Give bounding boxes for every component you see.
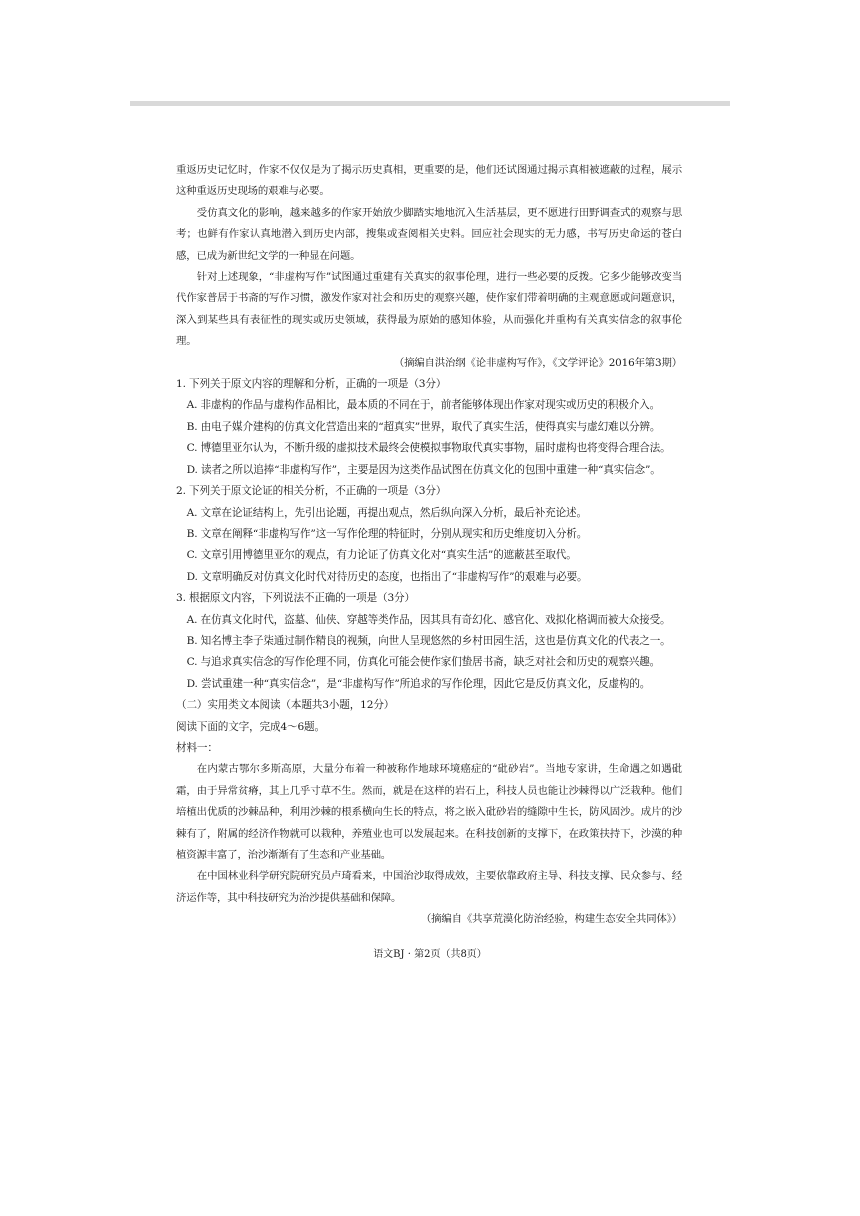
- option-a: A. 非虚构的作品与虚构作品相比，最本质的不同在于，前者能够体现出作家对现实或历史的积极介入。: [186, 399, 661, 412]
- option-a: A. 在仿真文化时代，盗墓、仙侠、穿越等类作品，因其具有奇幻化、感官化、戏拟化格调而被大众接受。: [186, 613, 671, 626]
- option-c: C. 与追求真实信念的写作伦理不同，仿真化可能会使作家们蛰居书斋，缺乏对社会和历史的观察兴趣。: [186, 656, 661, 669]
- section-heading: （二）实用类文本阅读（本题共3小题，12分）: [176, 699, 395, 712]
- option-c: C. 文章引用博德里亚尔的观点，有力论证了仿真文化对“真实生活”的遮蔽甚至取代。: [186, 549, 577, 562]
- option-c: C. 博德里亚尔认为，不断升级的虚拟技术最终会使模拟事物取代真实事物，届时虚构也将变得合理合法。: [186, 442, 671, 455]
- material1-paragraph-2: 在中国林业科学研究院研究员卢琦看来，中国治沙取得成效，主要依靠政府主导、科技支撑、民众参与、经济运作等，其中科技研究为治沙提供基础和保障。: [176, 870, 682, 904]
- material1-paragraph-1: 在内蒙古鄂尔多斯高原，大量分布着一种被称作地球环境癌症的“砒砂岩”。当地专家讲，生命遇之如遇砒霜，由于异常贫瘠，其上几乎寸草不生。然而，就是在这样的岩石上，科技人员也能让沙棘得以广泛栽种。他们培植出优质的沙棘品种，利用沙棘的根系横向生长的特点，将之嵌入砒砂岩的缝隙中生长，防风固沙。成片的沙棘有了，附属的经济作物就可以栽种，养殖业也可以发展起来。在科技创新的支撑下，在政策扶持下，沙漠的种植资源丰富了，治沙渐渐有了生态和产业基础。: [176, 763, 682, 861]
- passage1-paragraph-2: 受仿真文化的影响，越来越多的作家开始放少脚踏实地地沉入生活基层，更不愿进行田野调查式的观察与思考；也鲜有作家认真地潜入到历史内部，搜集或查阅相关史料。回应社会现实的无力感，书写历史命运的苍白感，已成为新世纪文学的一种显在问题。: [176, 206, 682, 262]
- question-stem: 3. 根据原文内容，下列说法不正确的一项是（3分）: [176, 592, 415, 605]
- passage1-paragraph-3: 针对上述现象，“非虚构写作”试图通过重建有关真实的叙事伦理，进行一些必要的反拨。它多少能够改变当代作家普居于书斋的写作习惯，激发作家对社会和历史的观察兴趣，使作家们带着明确的主观意愿或问题意识，深入到某些具有表征性的现实或历史领域，获得最为原始的感知体验，从而强化并重构有关真实信念的叙事伦理。: [176, 271, 682, 348]
- question-2: [176, 481, 682, 588]
- option-d: D. 尝试重建一种“真实信念”，是“非虚构写作”所追求的写作伦理，因此它是反仿真文化，反虚构的。: [186, 677, 651, 690]
- question-stem: 2. 下列关于原文论证的相关分析，不正确的一项是（3分）: [176, 485, 447, 498]
- question-3: [176, 588, 682, 695]
- reading-instruction: 阅读下面的文字，完成4～6题。: [176, 720, 325, 733]
- option-b: B. 文章在阐释“非虚构写作”这一写作伦理的特征时，分别从现实和历史维度切入分析。: [186, 527, 588, 540]
- top-divider: [130, 101, 730, 106]
- page-content: [176, 160, 682, 931]
- option-d: D. 文章明确反对仿真文化时代对待历史的态度，也指出了“非虚构写作”的艰难与必要。: [186, 570, 588, 583]
- material-label: 材料一：: [176, 741, 218, 754]
- option-b: B. 由电子媒介建构的仿真文化营造出来的“超真实”世界，取代了真实生活，使得真实与虚幻难以分辨。: [186, 420, 661, 433]
- question-1: [176, 374, 682, 481]
- question-stem: 1. 下列关于原文内容的理解和分析，正确的一项是（3分）: [176, 378, 447, 391]
- option-b: B. 知名博主李子柒通过制作精良的视频，向世人呈现悠然的乡村田园生活，这也是仿真文化的代表之一。: [186, 634, 671, 647]
- passage1-source: （摘编自洪治纲《论非虚构写作》，《文学评论》2016年第3期）: [393, 356, 682, 369]
- option-d: D. 读者之所以追捧“非虚构写作”，主要是因为这类作品试图在仿真文化的包围中重建一种“真实信念”。: [186, 463, 661, 476]
- page-footer: 语文BJ · 第2页（共8页）: [373, 949, 487, 960]
- option-a: A. 文章在论证结构上，先引出论题，再提出观点，然后纵向深入分析，最后补充论述。: [186, 506, 587, 519]
- passage1-paragraph-1: 重返历史记忆时，作家不仅仅是为了揭示历史真相，更重要的是，他们还试图通过揭示真相被遮蔽的过程，展示这种重返历史现场的艰难与必要。: [176, 164, 682, 198]
- material1-source: （摘编自《共享荒漠化防治经验，构建生态安全共同体》）: [420, 913, 682, 926]
